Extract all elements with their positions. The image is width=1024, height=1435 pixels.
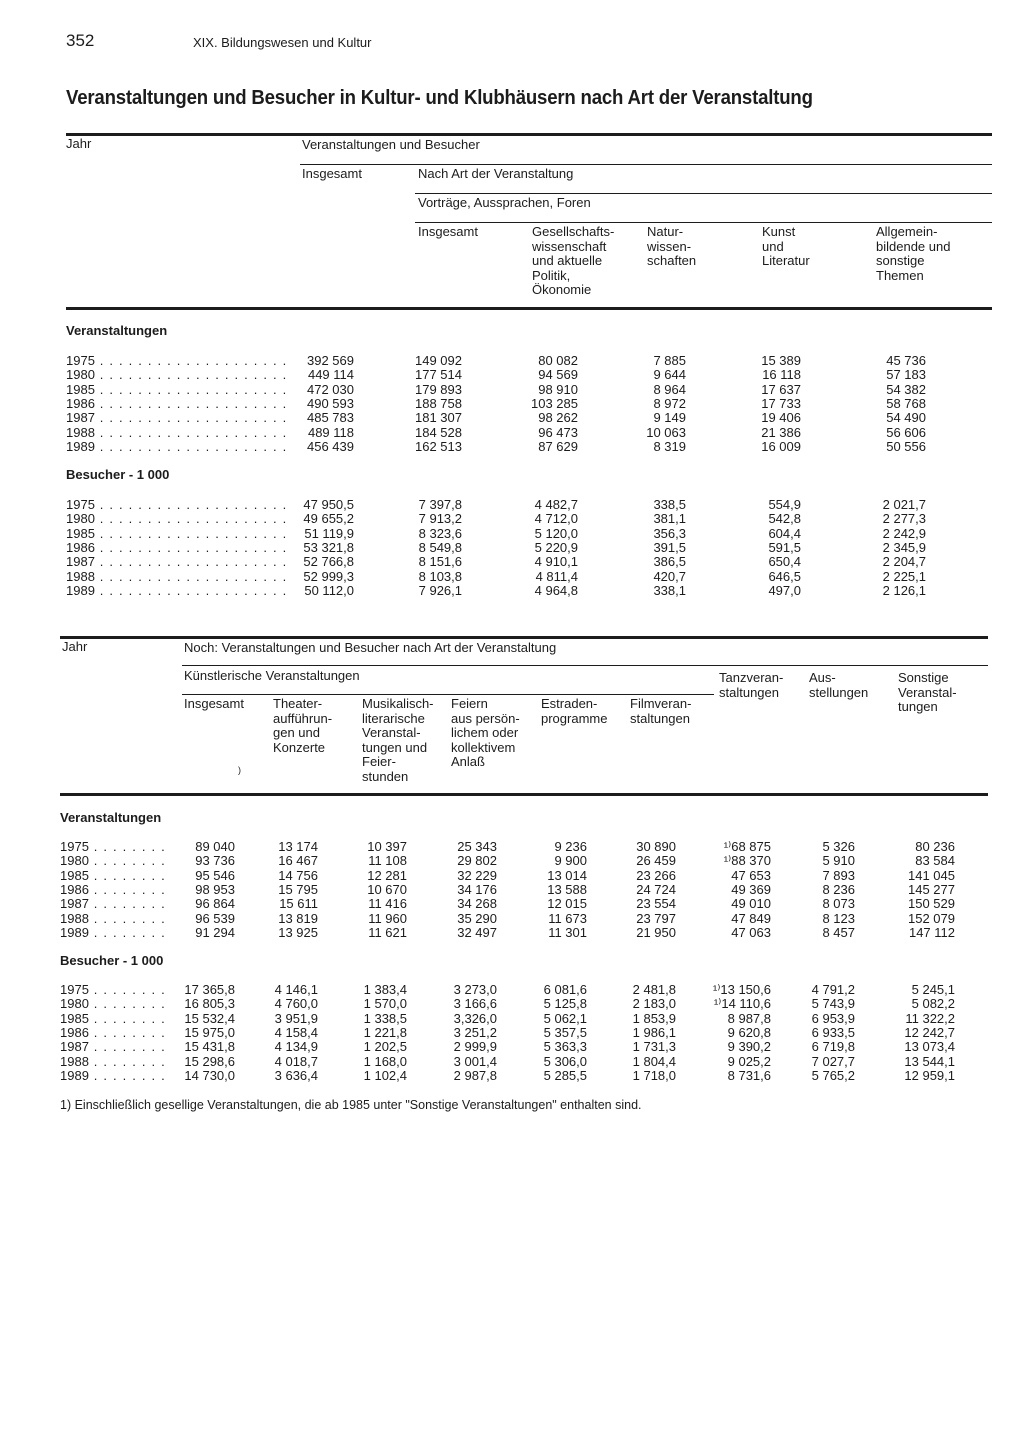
table1-year-label: 1980: [66, 367, 95, 383]
table2-cell: 23 266: [636, 867, 676, 883]
table2-cell: 6 953,9: [811, 1010, 855, 1026]
table2-cell: 15 298,6: [184, 1053, 235, 1069]
table1-cell: 4 811,4: [535, 568, 578, 584]
leader-dots: . . . . . . . . . . . . . . . . . . . .: [95, 353, 288, 368]
table2-cell: 96 864: [195, 896, 235, 912]
table2-cell: 141 045: [908, 867, 955, 883]
leader-dots: . . . . . . . . . . . . . . . . . . . .: [95, 511, 288, 527]
table1-cell: 7 926,1: [418, 582, 462, 598]
table2-cell: 1 383,4: [363, 982, 407, 997]
table2-cell: 8 073: [822, 896, 855, 912]
table2-year-label: 1989: [60, 924, 89, 940]
leader-dots: . . . . . . . .: [89, 982, 166, 997]
table2-cell: 7 027,7: [811, 1053, 855, 1069]
table1-cell: 17 637: [761, 381, 801, 397]
table2-cell: 4 018,7: [274, 1053, 318, 1069]
table1-cell: 94 569: [538, 367, 578, 383]
table2-year-label: 1980: [60, 996, 89, 1012]
table2-cell: 1 570,0: [363, 996, 407, 1012]
table2-cell: 12 281: [367, 867, 407, 883]
table2-year-label: 1987: [60, 1039, 89, 1055]
table2-cell: 32 497: [457, 924, 497, 940]
table1-cell: 2 204,7: [882, 554, 926, 570]
table1-year-label: 1986: [66, 395, 95, 411]
table1-col-header: Insgesamt: [418, 224, 478, 239]
table2-cell: 147 112: [908, 924, 955, 940]
table2-footnote-mark: ): [238, 765, 241, 775]
table2-cell: 1 338,5: [363, 1010, 407, 1026]
table1-cell: 489 118: [307, 424, 354, 440]
table2-cell: 11 322,2: [905, 1010, 955, 1026]
table2-cell: 3,326,0: [453, 1010, 497, 1026]
table1-header-insgesamt: Insgesamt: [302, 166, 362, 181]
table2-cell: 3 951,9: [274, 1010, 318, 1026]
table2-header-kuenstlerische: Künstlerische Veranstaltungen: [184, 668, 360, 683]
table1-cell: 57 183: [886, 367, 926, 383]
table2-cell: 12 015: [547, 896, 587, 912]
table2-cell: 24 724: [636, 881, 676, 897]
table1-cell: 356,3: [653, 525, 686, 541]
table1-cell: 490 593: [307, 395, 354, 411]
table1-cell: 58 768: [886, 395, 926, 411]
table1-cell: 96 473: [538, 424, 578, 440]
footnote: 1) Einschließlich gesellige Veranstaltungen, die ab 1985 unter "Sonstige Veranstaltungen" enthalten sind.: [60, 1098, 642, 1112]
table1-cell: 554,9: [768, 497, 801, 512]
table2-cell: 10 397: [367, 839, 407, 854]
table2-year-label: 1975: [60, 839, 89, 854]
table2-cell: 2 987,8: [453, 1067, 497, 1083]
table2-group-label: Besucher - 1 000: [60, 953, 164, 968]
table2-cell: 5 306,0: [543, 1053, 587, 1069]
table1-year-label: 1988: [66, 568, 95, 584]
table2-cell: 13 925: [278, 924, 318, 940]
table1-cell: 184 528: [415, 424, 462, 440]
table2-cell: 9 025,2: [727, 1053, 771, 1069]
table2-cell: ¹⁾13 150,6: [712, 982, 771, 997]
table1-cell: 8 103,8: [418, 568, 462, 584]
table2-cell: 8 236: [822, 881, 855, 897]
table1-cell: 2 277,3: [882, 511, 926, 527]
table2-cell: 3 166,6: [453, 996, 497, 1012]
table2-year-label: 1986: [60, 1024, 89, 1040]
table1-cell: 449 114: [307, 367, 354, 383]
table2-cell: 10 670: [367, 881, 407, 897]
leader-dots: . . . . . . . .: [89, 910, 166, 926]
table2-cell: 47 653: [731, 867, 771, 883]
table1-year-label: 1975: [66, 497, 95, 512]
table1-year-label: 1985: [66, 525, 95, 541]
table1-year-label: 1987: [66, 554, 95, 570]
table2-cell: 6 933,5: [811, 1024, 855, 1040]
table1-cell: 98 262: [538, 410, 578, 426]
table2-cell: 11 621: [368, 924, 407, 940]
table1-group-label: Besucher - 1 000: [66, 467, 170, 482]
table2-cell: 9 236: [554, 839, 587, 854]
table2-cell: 91 294: [195, 924, 235, 940]
table1-cell: 391,5: [653, 539, 686, 555]
table2-cell: 3 273,0: [453, 982, 497, 997]
table1-cell: 49 655,2: [303, 511, 354, 527]
table2-cell: 4 791,2: [811, 982, 855, 997]
table2-cell: 9 390,2: [727, 1039, 771, 1055]
table1-group-label: Veranstaltungen: [66, 323, 168, 338]
table1-year-label: 1985: [66, 381, 95, 397]
table1-cell: 591,5: [768, 539, 801, 555]
table2-cell: 5 765,2: [811, 1067, 855, 1083]
leader-dots: . . . . . . . . . . . . . . . . . . . .: [95, 395, 288, 411]
table2-cell: 11 416: [368, 896, 407, 912]
table2-cell: 11 301: [548, 924, 587, 940]
table2-header-sonstige: Sonstige Veranstal- tungen: [898, 670, 957, 714]
table2-year-label: 1985: [60, 1010, 89, 1026]
table2-cell: 8 123: [822, 910, 855, 926]
table2-year-label: 1975: [60, 982, 89, 997]
table1-cell: 650,4: [768, 554, 801, 570]
table2-cell: 13 073,4: [904, 1039, 955, 1055]
leader-dots: . . . . . . . .: [89, 1053, 166, 1069]
table1-cell: 4 964,8: [534, 582, 578, 598]
table1-cell: 149 092: [415, 353, 462, 368]
table1-cell: 5 220,9: [534, 539, 578, 555]
table2-cell: 2 183,0: [632, 996, 676, 1012]
leader-dots: . . . . . . . .: [89, 867, 166, 883]
table1-cell: 604,4: [768, 525, 801, 541]
table2-cell: 1 731,3: [632, 1039, 676, 1055]
table2-cell: 5 082,2: [911, 996, 955, 1012]
table2-cell: 21 950: [636, 924, 676, 940]
table2-cell: 17 365,8: [184, 982, 235, 997]
table2-cell: 7 893: [822, 867, 855, 883]
table2-cell: 2 999,9: [453, 1039, 497, 1055]
table2-cell: 15 431,8: [184, 1039, 235, 1055]
table1-cell: 381,1: [653, 511, 686, 527]
leader-dots: . . . . . . . . . . . . . . . . . . . .: [95, 410, 288, 426]
section-title: XIX. Bildungswesen und Kultur: [193, 35, 372, 50]
leader-dots: . . . . . . . .: [89, 881, 166, 897]
table2-cell: 5 245,1: [911, 982, 955, 997]
table2-cell: 8 987,8: [727, 1010, 771, 1026]
table1-cell: 338,1: [653, 582, 686, 598]
table2-header-tanz: Tanzveran- staltungen: [719, 670, 784, 700]
leader-dots: . . . . . . . .: [89, 853, 166, 869]
table2-cell: 80 236: [915, 839, 955, 854]
table1-cell: 386,5: [653, 554, 686, 570]
leader-dots: . . . . . . . . . . . . . . . . . . . .: [95, 568, 288, 584]
table2-cell: 12 242,7: [904, 1024, 955, 1040]
table1-year-label: 1980: [66, 511, 95, 527]
table2-cell: 5 326: [822, 839, 855, 854]
leader-dots: . . . . . . . . . . . . . . . . . . . .: [95, 424, 288, 440]
table2-year-label: 1988: [60, 910, 89, 926]
table1-cell: 4 482,7: [534, 497, 578, 512]
table1-cell: 7 397,8: [418, 497, 462, 512]
table2-cell: 6 719,8: [811, 1039, 855, 1055]
table2-col-header: Insgesamt: [184, 696, 244, 711]
table2-cell: 11 673: [548, 910, 587, 926]
table2-cell: 32 229: [457, 867, 497, 883]
table1-year-label: 1989: [66, 582, 95, 598]
table1-year-label: 1975: [66, 353, 95, 368]
table1-year-label: 1988: [66, 424, 95, 440]
table2-cell: 13 588: [547, 881, 587, 897]
table1-cell: 7 913,2: [418, 511, 462, 527]
table1-cell: 21 386: [761, 424, 801, 440]
table2-col-header: Theater- aufführun- gen und Konzerte: [273, 696, 333, 755]
table2-cell: 23 554: [636, 896, 676, 912]
page-number: 352: [66, 31, 95, 50]
table2-cell: 1 102,4: [363, 1067, 407, 1083]
table1-cell: 17 733: [761, 395, 801, 411]
leader-dots: . . . . . . . .: [89, 1010, 166, 1026]
table1-year-label: 1987: [66, 410, 95, 426]
table2-cell: 35 290: [457, 910, 497, 926]
leader-dots: . . . . . . . .: [89, 1024, 166, 1040]
table2-cell: 9 900: [554, 853, 587, 869]
table2-cell: 47 063: [731, 924, 771, 940]
table2-col-header: Estraden- programme: [541, 696, 608, 726]
table1-cell: 50 112,0: [304, 582, 354, 598]
table2-cell: 13 174: [278, 839, 318, 854]
table2-cell: 96 539: [195, 910, 235, 926]
leader-dots: . . . . . . . .: [89, 924, 166, 940]
table2-cell: 12 959,1: [904, 1067, 955, 1083]
table1-year-label: 1986: [66, 539, 95, 555]
table1-cell: 47 950,5: [303, 497, 354, 512]
table2-cell: 30 890: [636, 839, 676, 854]
leader-dots: . . . . . . . . . . . . . . . . . . . .: [95, 497, 288, 512]
table1-cell: 2 021,7: [882, 497, 926, 512]
table2-cell: 2 481,8: [632, 982, 676, 997]
table1-cell: 4 712,0: [534, 511, 578, 527]
table1-cell: 8 151,6: [418, 554, 462, 570]
table1-cell: 98 910: [538, 381, 578, 397]
table2-cell: 1 221,8: [363, 1024, 407, 1040]
table2-cell: 89 040: [195, 839, 235, 854]
table2-cell: 83 584: [915, 853, 955, 869]
leader-dots: . . . . . . . .: [89, 1039, 166, 1055]
table1-cell: 52 766,8: [303, 554, 354, 570]
table2-cell: 3 251,2: [453, 1024, 497, 1040]
table2-cell: ¹⁾88 370: [723, 853, 771, 869]
leader-dots: . . . . . . . .: [89, 896, 166, 912]
table1-cell: 7 885: [653, 353, 686, 368]
table2-cell: 16 467: [278, 853, 318, 869]
table2-cell: 23 797: [636, 910, 676, 926]
table2-col-header: Feiern aus persön- lichem oder kollektivem Anlaß: [451, 696, 520, 769]
table2-cell: 152 079: [908, 910, 955, 926]
table2-cell: 5 285,5: [543, 1067, 587, 1083]
table2-cell: 15 532,4: [184, 1010, 235, 1026]
table2-cell: 8 731,6: [727, 1067, 771, 1083]
table1-header-main: Veranstaltungen und Besucher: [302, 137, 480, 152]
leader-dots: . . . . . . . .: [89, 996, 166, 1012]
table2-cell: 4 134,9: [274, 1039, 318, 1055]
table1-cell: 181 307: [415, 410, 462, 426]
leader-dots: . . . . . . . .: [89, 1067, 166, 1083]
table2-cell: 15 795: [278, 881, 318, 897]
table1-cell: 9 644: [653, 367, 686, 383]
table1-header-nach-art: Nach Art der Veranstaltung: [418, 166, 574, 181]
table2-year-label: 1985: [60, 867, 89, 883]
table1-cell: 338,5: [653, 497, 686, 512]
table2-year-label: 1988: [60, 1053, 89, 1069]
table2-cell: 15 611: [279, 896, 318, 912]
leader-dots: . . . . . . . . . . . . . . . . . . . .: [95, 438, 288, 454]
table1-cell: 8 323,6: [418, 525, 462, 541]
leader-dots: . . . . . . . . . . . . . . . . . . . .: [95, 381, 288, 397]
table1-cell: 4 910,1: [534, 554, 578, 570]
table2-year-label: 1980: [60, 853, 89, 869]
table2-cell: ¹⁾14 110,6: [713, 996, 771, 1012]
table1-cell: 54 490: [886, 410, 926, 426]
leader-dots: . . . . . . . . . . . . . . . . . . . .: [95, 367, 288, 383]
table2-cell: 14 756: [278, 867, 318, 883]
table2-cell: 34 268: [457, 896, 497, 912]
table2-cell: 13 544,1: [904, 1053, 955, 1069]
table1-col-header: Gesellschafts- wissenschaft und aktuelle Politik, Ökonomie: [532, 224, 615, 297]
page-title: Veranstaltungen und Besucher in Kultur- und Klubhäusern nach Art der Veranstaltung: [66, 87, 813, 109]
table1-cell: 177 514: [415, 367, 462, 383]
table2-cell: 1 718,0: [632, 1067, 676, 1083]
table1-cell: 8 319: [653, 438, 686, 454]
table2-cell: 5 363,3: [543, 1039, 587, 1055]
table2-cell: 150 529: [908, 896, 955, 912]
table2-header-ausstellungen: Aus- stellungen: [809, 670, 869, 700]
table2-cell: 1 804,4: [632, 1053, 676, 1069]
table2-col-header: Musikalisch- literarische Veranstal- tungen und Feier- stunden: [362, 696, 434, 784]
table1-cell: 646,5: [768, 568, 801, 584]
table2-cell: 47 849: [731, 910, 771, 926]
table2-year-label: 1987: [60, 896, 89, 912]
table2-cell: 1 986,1: [632, 1024, 676, 1040]
table2-cell: 16 805,3: [184, 996, 235, 1012]
table1-cell: 8 964: [653, 381, 686, 397]
table2-cell: 5 910: [822, 853, 855, 869]
table2-year-label: 1989: [60, 1067, 89, 1083]
table1-cell: 56 606: [886, 424, 926, 440]
table1-year-label: 1989: [66, 438, 95, 454]
table2-cell: 1 202,5: [363, 1039, 407, 1055]
table1-cell: 51 119,9: [304, 525, 354, 541]
table2-cell: 93 736: [195, 853, 235, 869]
table1-cell: 50 556: [886, 438, 926, 454]
table2-cell: 14 730,0: [184, 1067, 235, 1083]
leader-dots: . . . . . . . . . . . . . . . . . . . .: [95, 582, 288, 598]
table2-col-header: Filmveran- staltungen: [630, 696, 692, 726]
table1-cell: 392 569: [307, 353, 354, 368]
table2-cell: 5 357,5: [543, 1024, 587, 1040]
table2-cell: ¹⁾68 875: [723, 839, 771, 854]
table1-cell: 87 629: [538, 438, 578, 454]
table1-col-header: Allgemein- bildende und sonstige Themen: [876, 224, 951, 283]
table2-cell: 1 168,0: [363, 1053, 407, 1069]
table2-cell: 9 620,8: [727, 1024, 771, 1040]
table2-cell: 6 081,6: [543, 982, 587, 997]
table2-cell: 95 546: [195, 867, 235, 883]
table1-cell: 2 345,9: [882, 539, 926, 555]
table1-cell: 472 030: [307, 381, 354, 397]
table1-cell: 19 406: [761, 410, 801, 426]
table1-cell: 54 382: [886, 381, 926, 397]
table2-cell: 34 176: [457, 881, 497, 897]
table2-cell: 49 010: [731, 896, 771, 912]
table2-cell: 98 953: [195, 881, 235, 897]
table2-cell: 13 014: [547, 867, 587, 883]
table2-cell: 145 277: [908, 881, 955, 897]
table1-header-jahr: Jahr: [66, 136, 92, 151]
table1-cell: 103 285: [531, 395, 578, 411]
leader-dots: . . . . . . . . . . . . . . . . . . . .: [95, 525, 288, 541]
table1-cell: 5 120,0: [534, 525, 578, 541]
table2-cell: 11 960: [368, 910, 407, 926]
table1-cell: 456 439: [307, 438, 354, 454]
table2-group-label: Veranstaltungen: [60, 810, 162, 825]
table2-cell: 13 819: [278, 910, 318, 926]
table1-cell: 16 118: [762, 367, 801, 383]
table1-col-header: Kunst und Literatur: [762, 224, 810, 268]
table1-cell: 53 321,8: [303, 539, 354, 555]
table2-cell: 29 802: [457, 853, 497, 869]
table1-cell: 16 009: [761, 438, 801, 454]
table1-cell: 9 149: [653, 410, 686, 426]
table2-cell: 5 125,8: [543, 996, 587, 1012]
table1-cell: 15 389: [761, 353, 801, 368]
table2-cell: 11 108: [368, 853, 407, 869]
leader-dots: . . . . . . . . . . . . . . . . . . . .: [95, 554, 288, 570]
table1-cell: 8 972: [653, 395, 686, 411]
table2-cell: 15 975,0: [184, 1024, 235, 1040]
table2-cell: 5 743,9: [811, 996, 855, 1012]
table1-header-vortraege: Vorträge, Aussprachen, Foren: [418, 195, 591, 210]
table1-cell: 2 225,1: [882, 568, 926, 584]
leader-dots: . . . . . . . .: [89, 839, 166, 854]
table2-header-main: Noch: Veranstaltungen und Besucher nach Art der Veranstaltung: [184, 640, 557, 655]
table1-cell: 420,7: [653, 568, 686, 584]
table1-cell: 2 126,1: [882, 582, 926, 598]
table1-cell: 497,0: [768, 582, 801, 598]
table1-cell: 45 736: [886, 353, 926, 368]
table1-cell: 542,8: [768, 511, 801, 527]
table2-cell: 26 459: [636, 853, 676, 869]
table2-cell: 3 001,4: [453, 1053, 497, 1069]
table1-cell: 8 549,8: [418, 539, 462, 555]
leader-dots: . . . . . . . . . . . . . . . . . . . .: [95, 539, 288, 555]
table2-year-label: 1986: [60, 881, 89, 897]
table1-cell: 162 513: [415, 438, 462, 454]
table2-cell: 25 343: [457, 839, 497, 854]
table1-cell: 485 783: [307, 410, 354, 426]
table2-header-jahr: Jahr: [62, 639, 88, 654]
table1-cell: 80 082: [538, 353, 578, 368]
table2-cell: 3 636,4: [274, 1067, 318, 1083]
table2-cell: 4 158,4: [274, 1024, 318, 1040]
table1-col-header: Natur- wissen- schaften: [647, 224, 697, 268]
table1-cell: 179 893: [415, 381, 462, 397]
table2-cell: 5 062,1: [543, 1010, 587, 1026]
table1-cell: 52 999,3: [303, 568, 354, 584]
table1-cell: 188 758: [415, 395, 462, 411]
table1-cell: 2 242,9: [882, 525, 926, 541]
table2-cell: 1 853,9: [632, 1010, 676, 1026]
table2-cell: 8 457: [822, 924, 855, 940]
table1-cell: 10 063: [646, 424, 686, 440]
table2-cell: 4 760,0: [274, 996, 318, 1012]
table2-cell: 4 146,1: [274, 982, 318, 997]
table2-cell: 49 369: [731, 881, 771, 897]
